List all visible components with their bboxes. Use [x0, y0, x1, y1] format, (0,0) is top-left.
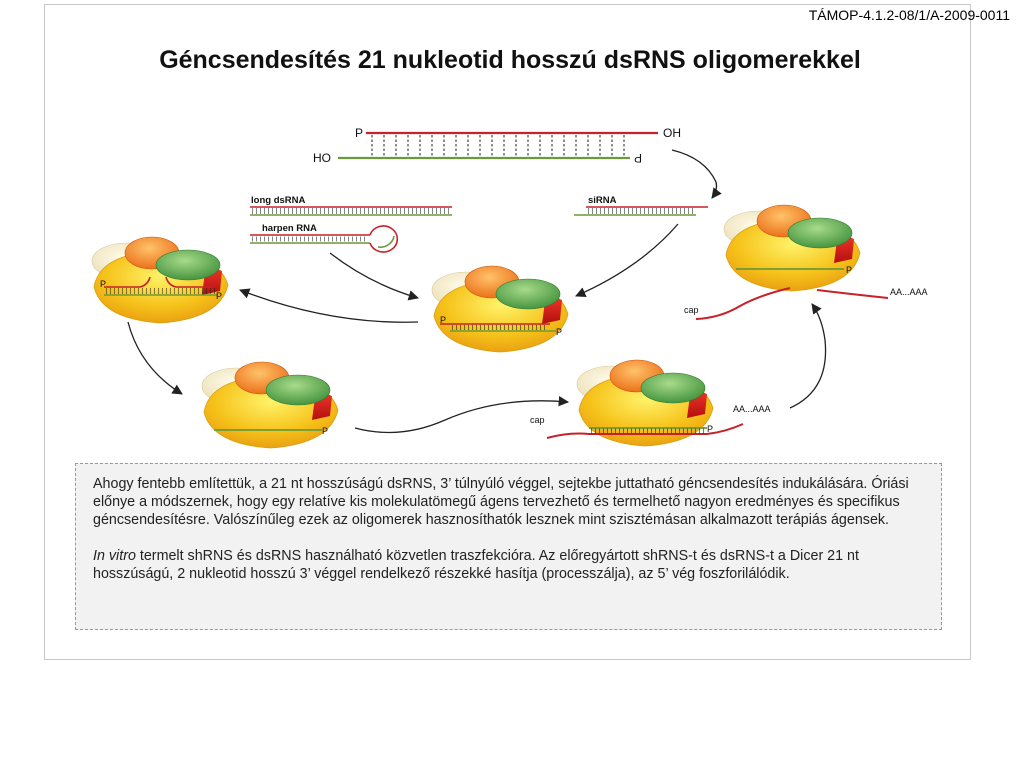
long-dsrna-label: long dsRNA [251, 195, 306, 206]
project-code: TÁMOP-4.1.2-08/1/A-2009-0011 [808, 7, 1010, 23]
label-p-5prime-top: P [355, 126, 364, 140]
complex-bottom-right-target [530, 360, 771, 446]
complex-right-cleavage [724, 205, 860, 291]
cleaved-mrna-left [696, 288, 790, 319]
slide-title: Géncsendesítés 21 nukleotid hosszú dsRNS oligomerekkel [159, 46, 861, 74]
sirna-duplex-top [313, 126, 681, 165]
label-p-bottom-rotated: P [633, 151, 642, 165]
arrow-target-to-cleavage [790, 304, 826, 408]
label-p-left-complex: P [100, 279, 107, 289]
complex-left-dicer [92, 237, 228, 323]
label-polya-right: AA...AAA [890, 287, 928, 297]
long-dsrna [250, 195, 452, 215]
arrow-dicer-to-risc [128, 322, 182, 394]
label-ho-bottom: HO [313, 151, 331, 165]
explanation-text-box [75, 463, 942, 630]
complex-bottom-left-risc [202, 362, 338, 448]
arrow-sirna-to-complex [576, 224, 678, 296]
label-p-right-complex: P [846, 265, 853, 275]
label-polya-bottom: AA...AAA [733, 404, 771, 414]
explanation-paragraph-2 [93, 547, 923, 583]
explanation-paragraph-1: Ahogy fentebb említettük, a 21 nt hosszúságú dsRNS, 3’ túlnyúló véggel, sejtekbe juttatható géncsendesítés indukálására. Óriási előnye a módszernek, hogy egy relatíve kis molekulatömegű ágens tervezhető és termelhető nagyon eredményes és specifikus géncsendesítésre. Valószínűleg ezek az oligomerek hasznosíthatók lesznek mint szisztémásan alkalmazott terápiás ágensek. [93, 476, 909, 528]
in-vitro-italic: In vitro [93, 548, 136, 564]
label-cap-bottom: cap [530, 415, 545, 425]
label-p-bottom-left-complex: P [322, 426, 329, 436]
label-p-left-complex-2: P [216, 291, 223, 301]
hairpin-rna-label: harpen RNA [262, 223, 317, 234]
label-oh-3prime-top: OH [663, 126, 681, 140]
sirna-label: siRNA [588, 195, 617, 206]
cleaved-mrna-right [817, 290, 888, 298]
paragraph-2-text: termelt shRNS és dsRNS használható közvetlen traszfekcióra. Az előregyártott shRNS-t és dsRNS-t a Dicer 21 nt hosszúságú, 2 nukleotid hosszú 3’ véggel rendelkező részekké hasítja (processzálja), az 5’ vég foszforilálódik. [93, 548, 859, 582]
arrow-long-dsrna-to-complex [330, 253, 418, 298]
label-p-center-complex: P [440, 315, 447, 325]
hairpin-rna [250, 223, 397, 252]
label-p-center-complex-2: P [556, 327, 563, 337]
arrow-complex-to-dicer [240, 290, 418, 322]
label-cap-right: cap [684, 305, 699, 315]
sirna-small [574, 195, 708, 215]
arrow-duplex-to-sirna [672, 150, 717, 198]
label-p-bottom-right-complex: P [707, 424, 714, 434]
complex-center-risc-loading [432, 266, 568, 352]
